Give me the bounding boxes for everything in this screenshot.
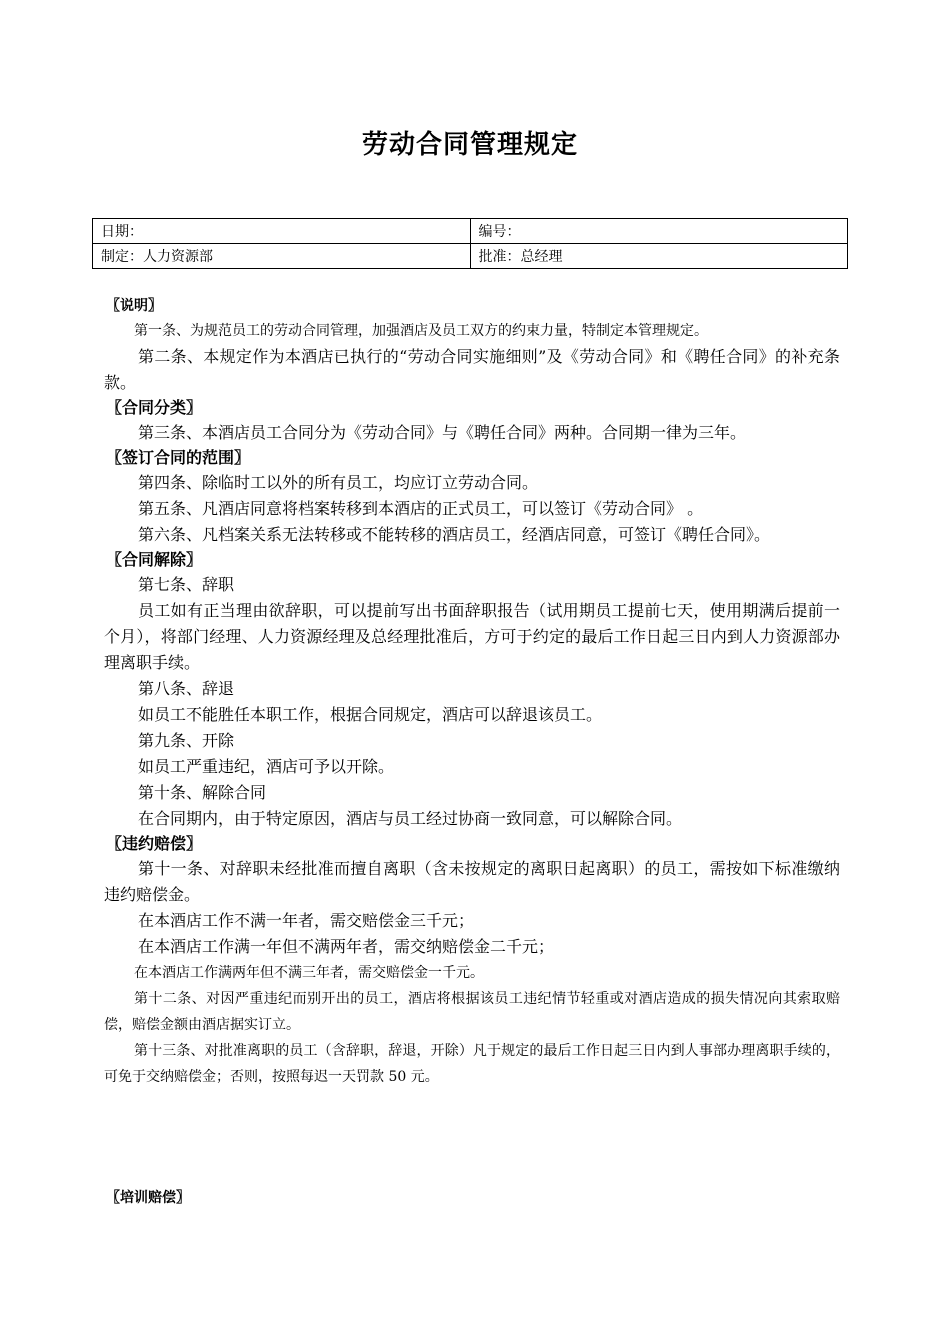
section-heading-classification: 〖合同分类〗 [106, 398, 203, 417]
article-10-body: 在合同期内，由于特定原因，酒店与员工经过协商一致同意，可以解除合同。 [138, 809, 683, 828]
number-cell: 编号： [470, 219, 848, 244]
section-heading-scope: 〖签订合同的范围〗 [106, 448, 251, 467]
meta-row [93, 244, 848, 269]
article-6: 第六条、凡档案关系无法转移或不能转移的酒店员工，经酒店同意，可签订《聘任合同》。 [138, 525, 771, 544]
section-heading-intro: 〖说明〗 [106, 298, 162, 314]
meta-table [92, 218, 848, 269]
article-3: 第三条、本酒店员工合同分为《劳动合同》与《聘任合同》两种。合同期一律为三年。 [138, 423, 747, 442]
article-5: 第五条、凡酒店同意将档案转移到本酒店的正式员工，可以签订《劳动合同》 。 [138, 499, 704, 518]
article-10-title: 第十条、解除合同 [138, 783, 267, 802]
blank-space [104, 1090, 840, 1186]
article-13: 第十三条、对批准离职的员工（含辞职，辞退，开除）凡于规定的最后工作日起三日内到人事部办理离职手续的，可免于交纳赔偿金；否则，按照每迟一天罚款 50 元。 [104, 1043, 840, 1085]
article-7-title: 第七条、辞职 [138, 575, 235, 594]
date-cell: 日期： [93, 219, 471, 244]
article-11: 第十一条、对辞职未经批准而擅自离职（含未按规定的离职日起离职）的员工，需按如下标准缴纳违约赔偿金。 [104, 859, 840, 904]
article-1: 第一条、为规范员工的劳动合同管理，加强酒店及员工双方的约束力量，特制定本管理规定。 [134, 323, 708, 339]
approver-cell: 批准：总经理 [470, 244, 848, 269]
meta-row [93, 219, 848, 244]
article-4: 第四条、除临时工以外的所有员工，均应订立劳动合同。 [138, 473, 539, 492]
article-8-body: 如员工不能胜任本职工作，根据合同规定，酒店可以辞退该员工。 [138, 705, 603, 724]
article-11-bullet-3: 在本酒店工作满两年但不满三年者，需交赔偿金一千元。 [134, 965, 484, 981]
section-heading-breach: 〖违约赔偿〗 [106, 834, 203, 853]
article-11-bullet-1: 在本酒店工作不满一年者，需交赔偿金三千元； [138, 911, 475, 930]
article-9-body: 如员工严重违纪，酒店可予以开除。 [138, 757, 395, 776]
article-9-title: 第九条、开除 [138, 731, 235, 750]
article-8-title: 第八条、辞退 [138, 679, 235, 698]
maker-cell: 制定：人力资源部 [93, 244, 471, 269]
article-11-bullet-2: 在本酒店工作满一年但不满两年者，需交纳赔偿金二千元； [138, 937, 555, 956]
page-title: 劳动合同管理规定 [361, 130, 578, 160]
article-2: 第二条、本规定作为本酒店已执行的“劳动合同实施细则”及《劳动合同》和《聘任合同》的补充条款。 [104, 347, 840, 392]
article-12: 第十二条、对因严重违纪而别开出的员工，酒店将根据该员工违纪情节轻重或对酒店造成的损失情况向其索取赔偿，赔偿金额由酒店据实订立。 [104, 991, 840, 1033]
section-heading-termination: 〖合同解除〗 [106, 550, 203, 569]
article-7-body: 员工如有正当理由欲辞职，可以提前写出书面辞职报告（试用期员工提前七天，使用期满后提前一个月），将部门经理、人力资源经理及总经理批准后，方可于约定的最后工作日起三日内到人力资源部办理离职手续。 [104, 601, 840, 672]
section-heading-training: 〖培训赔偿〗 [106, 1190, 190, 1206]
document-body [104, 294, 840, 1210]
